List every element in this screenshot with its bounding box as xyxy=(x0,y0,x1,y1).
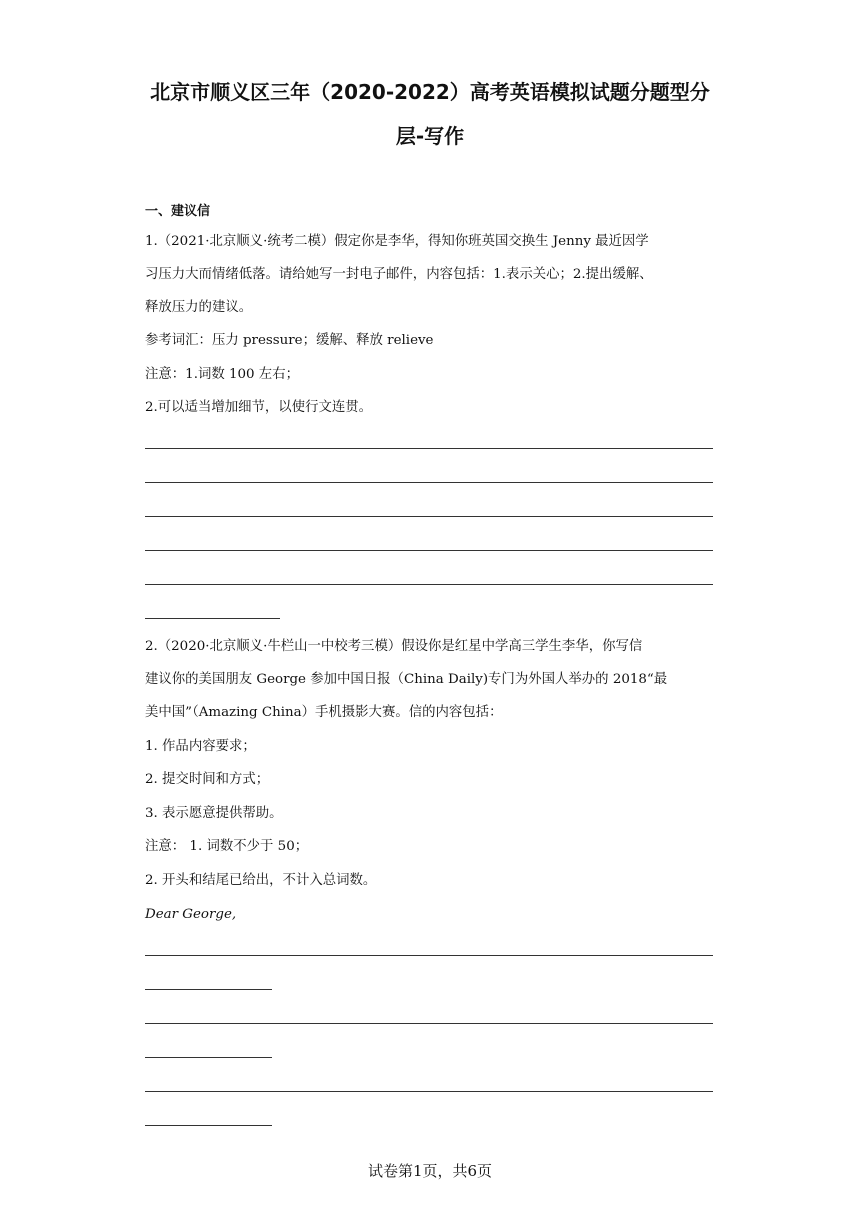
question-2-text: 2.（2020·北京顺义·牛栏山一中校考三模）假设你是红星中学高三学生李华，你写信 xyxy=(145,639,643,654)
answer-line[interactable] xyxy=(145,550,713,551)
answer-line[interactable] xyxy=(145,618,280,619)
question-1-text: 1.（2021·北京顺义·统考二模）假定你是李华，得知你班英国交换生 Jenny 最近因学 xyxy=(145,234,649,249)
question-2-note: 2. 开头和结尾已给出，不计入总词数。 xyxy=(145,873,377,888)
answer-line[interactable] xyxy=(145,584,713,585)
question-2-item: 2. 提交时间和方式； xyxy=(145,772,270,787)
answer-line[interactable] xyxy=(145,448,713,449)
question-1-text: 释放压力的建议。 xyxy=(145,300,253,315)
answer-line[interactable] xyxy=(145,989,272,990)
question-2-text: 建议你的美国朋友 George 参加中国日报（China Daily)专门为外国人举办的 2018“最 xyxy=(145,672,668,687)
page-footer: 试卷第1页，共6页 xyxy=(367,1162,493,1180)
question-2-item: 3. 表示愿意提供帮助。 xyxy=(145,806,283,821)
page-title-line-2: 层-写作 xyxy=(395,124,465,148)
question-2-note: 注意： 1. 词数不少于 50； xyxy=(145,839,309,854)
question-1-vocab: 参考词汇：压力 pressure；缓解、释放 relieve xyxy=(145,333,434,348)
question-2-item: 1. 作品内容要求； xyxy=(145,739,256,754)
answer-line[interactable] xyxy=(145,1057,272,1058)
answer-line[interactable] xyxy=(145,955,713,956)
answer-line[interactable] xyxy=(145,516,713,517)
question-1-text: 习压力大而情绪低落。请给她写一封电子邮件，内容包括：1.表示关心；2.提出缓解、 xyxy=(145,267,653,282)
question-1-note: 2.可以适当增加细节，以使行文连贯。 xyxy=(145,400,373,415)
answer-line[interactable] xyxy=(145,482,713,483)
answer-line[interactable] xyxy=(145,1023,713,1024)
section-heading: 一、建议信 xyxy=(145,204,211,219)
question-1-note: 注意：1.词数 100 左右； xyxy=(145,367,299,382)
answer-line[interactable] xyxy=(145,1125,272,1126)
answer-line[interactable] xyxy=(145,1091,713,1092)
question-2-text: 美中国”（Amazing China）手机摄影大赛。信的内容包括： xyxy=(145,705,503,720)
page-title-line-1: 北京市顺义区三年（2020-2022）高考英语模拟试题分题型分 xyxy=(150,80,710,104)
salutation: Dear George, xyxy=(145,907,237,922)
